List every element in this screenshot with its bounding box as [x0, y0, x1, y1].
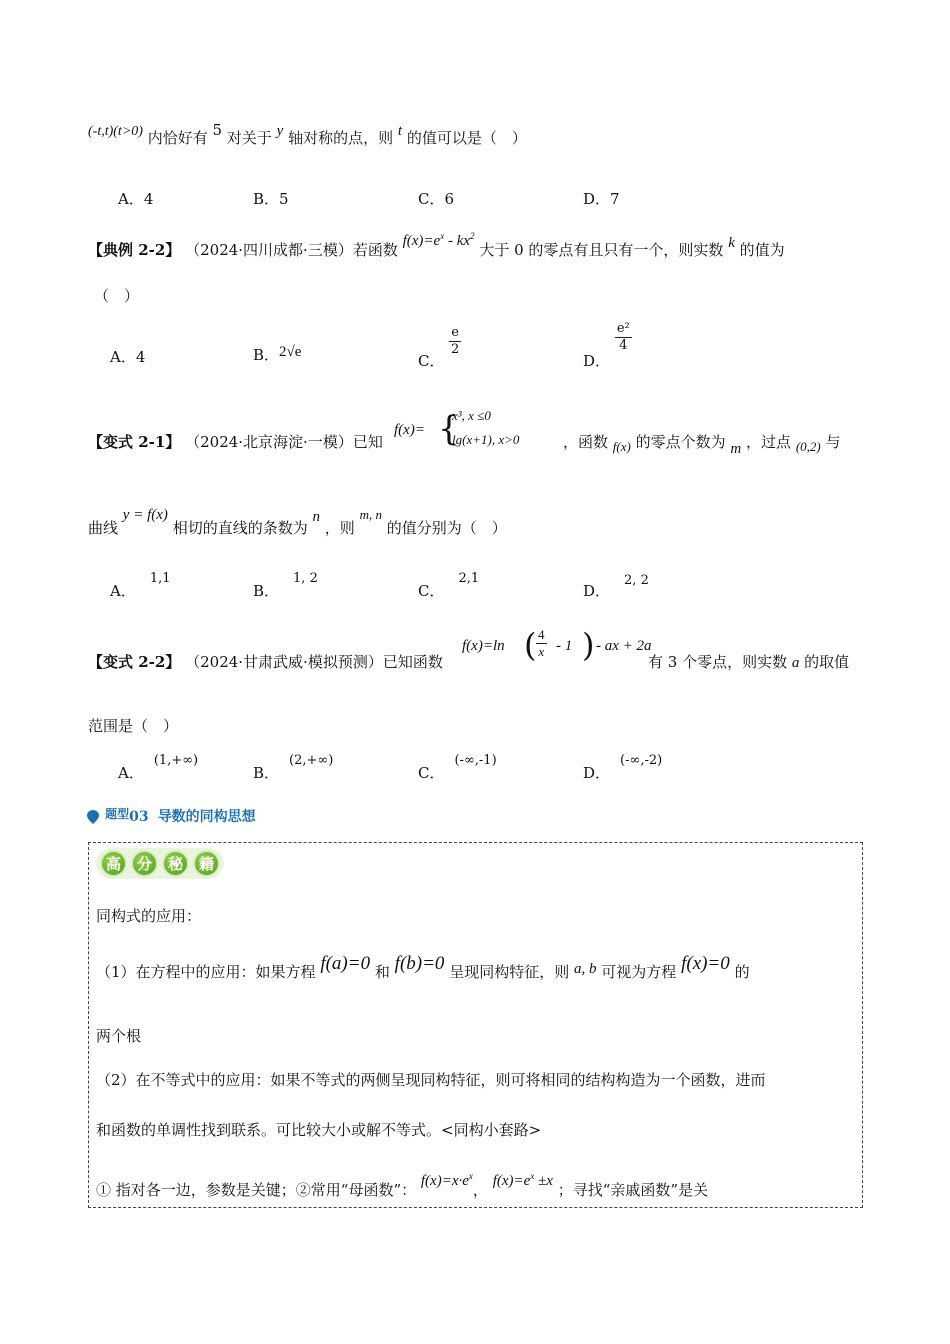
location-pin-icon — [86, 809, 100, 825]
badge-char-1: 高 — [100, 850, 127, 877]
intro-num: 5 — [212, 121, 223, 139]
tips-p3: ① 指对各一边，参数是关键；②常用“母函数”： $f(x)=x\cdot e^x$， $f(x)=e^x \pm x$ ；寻找“亲戚函数”是关 — [96, 1171, 709, 1199]
badge-char-3: 秘 — [162, 850, 189, 877]
q1-option-b: B．5 — [253, 190, 289, 208]
v22-option-b: B．(2,+∞) — [253, 753, 334, 782]
section-title: 导数的同构思想 — [157, 809, 256, 825]
badge-char-2: 分 — [131, 850, 158, 877]
v22-option-d: D．(-∞,-2) — [583, 753, 663, 782]
variant2-source: （2024·甘肃武威·模拟预测）已知函数 — [185, 653, 443, 671]
intro-text-4: 的值可以是（ ） — [406, 129, 527, 147]
q1-option-a: A．4 — [118, 190, 154, 208]
intro-text-1: 内恰好有 — [147, 129, 208, 147]
tips-badge — [96, 848, 224, 879]
interval: (-t,t)(t>0) — [88, 124, 143, 139]
tips-p2-line2: 和函数的单调性找到联系。可比较大小或解不等式。<同构小套路> — [96, 1121, 542, 1139]
tips-p1-line2: 两个根 — [96, 1027, 142, 1045]
question-intro — [88, 121, 527, 150]
q2-option-d: D． $\frac{\text{e²}}{4}$ — [583, 321, 630, 370]
intro-text-2: 对关于 — [226, 129, 272, 147]
v21-option-a: A．1,1 — [110, 571, 171, 600]
variant-2-1 — [88, 432, 383, 452]
example-source: （2024·四川成都·三模）若函数 — [185, 241, 398, 259]
section-number: 03 — [129, 809, 149, 825]
variant2-line1-tail: 有 3 个零点，则实数 a 的取值 — [648, 653, 850, 671]
section-prefix: 题型 — [105, 807, 130, 821]
q2-option-c: C． $\frac{e}{2}$ — [418, 325, 460, 370]
example-2-2 — [88, 231, 785, 261]
q2-option-a: A．4 — [110, 348, 146, 366]
v21-option-b: B．1, 2 — [253, 571, 318, 600]
q1-option-d: D．7 — [583, 190, 620, 208]
example-text-1: 大于 0 的零点有且只有一个，则实数 — [479, 241, 724, 259]
intro-var: t — [397, 123, 403, 139]
variant2-tag: 【变式 2-2】 — [88, 653, 181, 671]
intro-axis: y — [276, 123, 284, 139]
example-text-2: 的值为 — [739, 241, 785, 259]
variant-2-2 — [88, 652, 443, 672]
variant-source: （2024·北京海淀·一模）已知 — [185, 433, 383, 451]
variant-line1-tail: ，函数 f(x) 的零点个数为 m ，过点 (0,2) 与 — [563, 433, 841, 457]
intro-text-3: 轴对称的点，则 — [288, 129, 394, 147]
variant-tag: 【变式 2-1】 — [88, 433, 181, 451]
badge-char-4: 籍 — [193, 850, 220, 877]
v21-option-c: C．2,1 — [418, 571, 480, 600]
v22-option-a: A．(1,+∞) — [118, 753, 199, 782]
example-blank: （ ） — [94, 287, 140, 305]
v21-option-d: D．2, 2 — [583, 573, 649, 600]
tips-p1: （1）在方程中的应用：如果方程 f(a)=0 和 f(b)=0 呈现同构特征，则 a, b 可视为方程 f(x)=0 的 — [96, 953, 750, 981]
variant2-line2: 范围是（ ） — [88, 717, 179, 735]
example-function: $f(x)=e^x - kx^2$ — [402, 231, 475, 249]
q2-option-b: B．2√e — [253, 344, 302, 364]
v22-option-c: C．(-∞,-1) — [418, 753, 497, 782]
example-var: k — [728, 235, 735, 251]
tips-p2-line1: （2）在不等式中的应用：如果不等式的两侧呈现同构特征，则可将相同的结构构造为一个函数，进而 — [96, 1071, 766, 1089]
tips-intro: 同构式的应用： — [96, 907, 202, 925]
section-heading — [86, 806, 256, 826]
q1-option-c: C．6 — [418, 190, 455, 208]
tips-box — [88, 842, 863, 1208]
variant-line2: 曲线 y = f(x) 相切的直线的条数为 n ，则 m, n 的值分别为（ ） — [88, 507, 507, 537]
example-tag: 【典例 2-2】 — [88, 241, 181, 259]
